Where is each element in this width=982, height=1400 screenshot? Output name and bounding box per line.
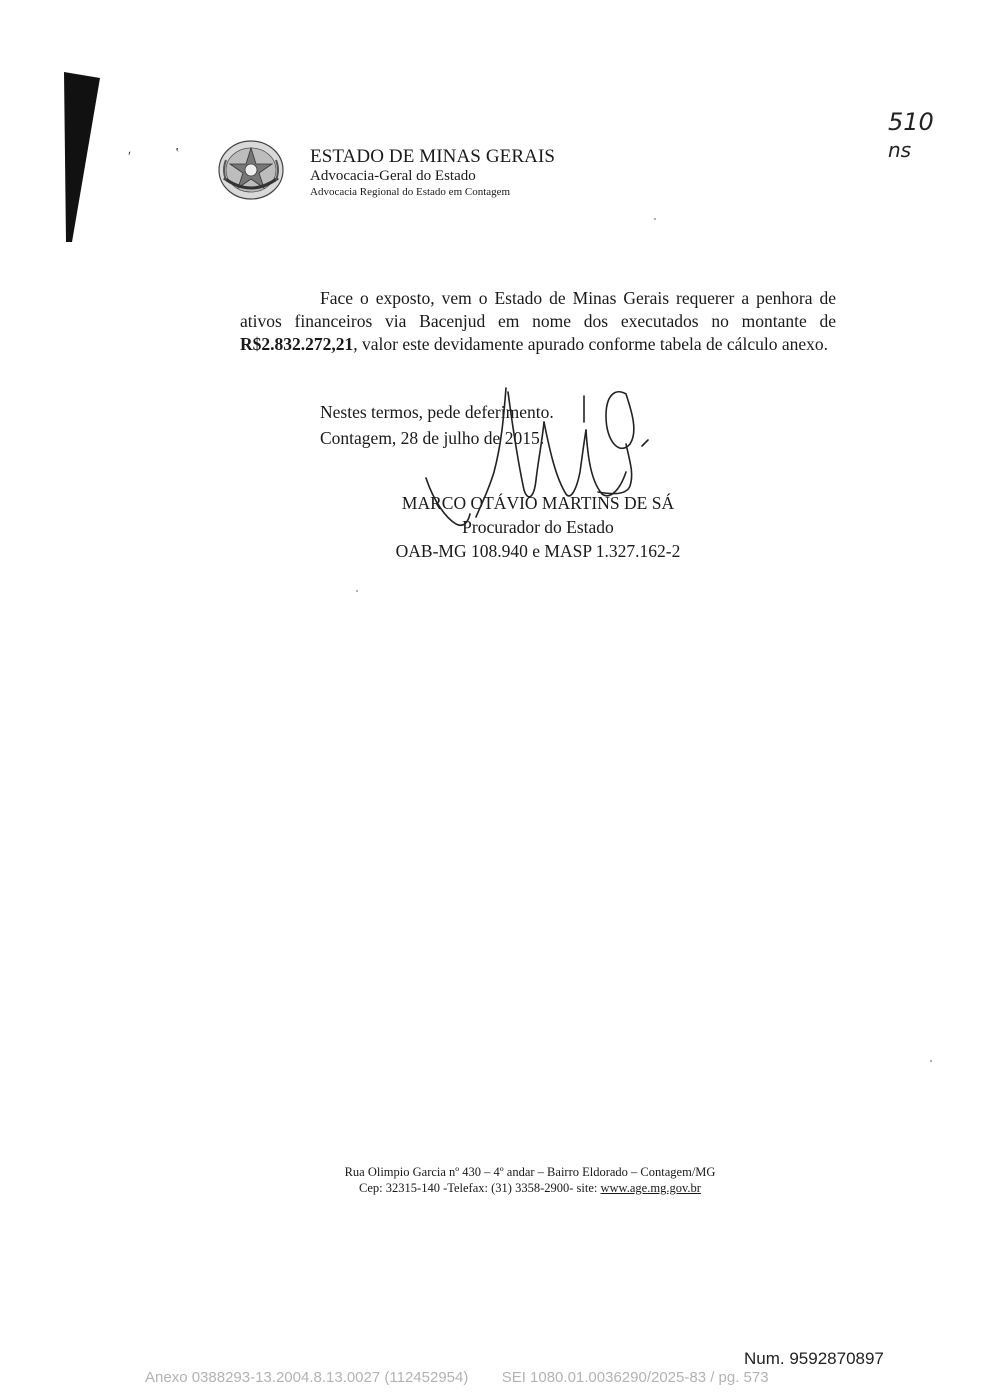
signer-name: MARCO OTÁVIO MARTINS DE SÁ	[401, 493, 675, 513]
address-line: Rua Olimpio Garcia nº 430 – 4º andar – Bairro Eldorado – Contagem/MG	[344, 1165, 716, 1179]
signer-registration: OAB-MG 108.940 e MASP 1.327.162-2	[395, 541, 681, 561]
sei-stamp	[145, 1369, 769, 1386]
scan-speck	[930, 1060, 932, 1062]
footer-address	[280, 1164, 780, 1196]
annex-reference: Anexo 0388293-13.2004.8.13.0027 (112452954)	[145, 1369, 469, 1386]
paragraph-text: Face o exposto, vem o Estado de Minas Gerais requerer a penhora de ativos financeiros via Bacenjud em nome dos executados no montante de	[240, 288, 836, 331]
handwritten-signature	[420, 382, 660, 532]
scan-speck	[654, 218, 656, 220]
regional-office: Advocacia Regional do Estado em Contagem	[310, 186, 511, 199]
contact-line	[280, 1180, 780, 1196]
handwritten-page-mark	[888, 108, 934, 164]
sei-reference: SEI 1080.01.0036290/2025-83 / pg. 573	[501, 1369, 769, 1386]
page-mark-initials: ns	[888, 138, 912, 162]
amount-value: R$2.832.272,21	[240, 334, 354, 354]
scan-speck	[356, 590, 358, 592]
scan-mark: ʽ	[175, 146, 180, 161]
signer-title: Procurador do Estado	[462, 517, 614, 537]
contact-text: Cep: 32315-140 -Telefax: (31) 3358-2900- site:	[359, 1181, 601, 1195]
closing-line: Nestes termos, pede deferimento.	[320, 402, 554, 422]
coat-of-arms-icon	[216, 138, 286, 202]
paragraph-text: , valor este devidamente apurado conforme tabela de cálculo anexo.	[353, 334, 828, 354]
state-name: ESTADO DE MINAS GERAIS	[310, 146, 556, 167]
scan-edge-mark	[64, 72, 104, 244]
letterhead	[310, 146, 555, 199]
page-mark-number: 510	[888, 108, 934, 136]
agency-name: Advocacia-Geral do Estado	[310, 167, 476, 184]
site-link[interactable]: www.age.mg.gov.br	[600, 1181, 701, 1195]
request-paragraph	[240, 287, 836, 356]
scan-mark: ʹ	[128, 150, 132, 165]
document-number: Num. 9592870897	[744, 1349, 884, 1368]
date-line: Contagem, 28 de julho de 2015.	[320, 428, 545, 448]
